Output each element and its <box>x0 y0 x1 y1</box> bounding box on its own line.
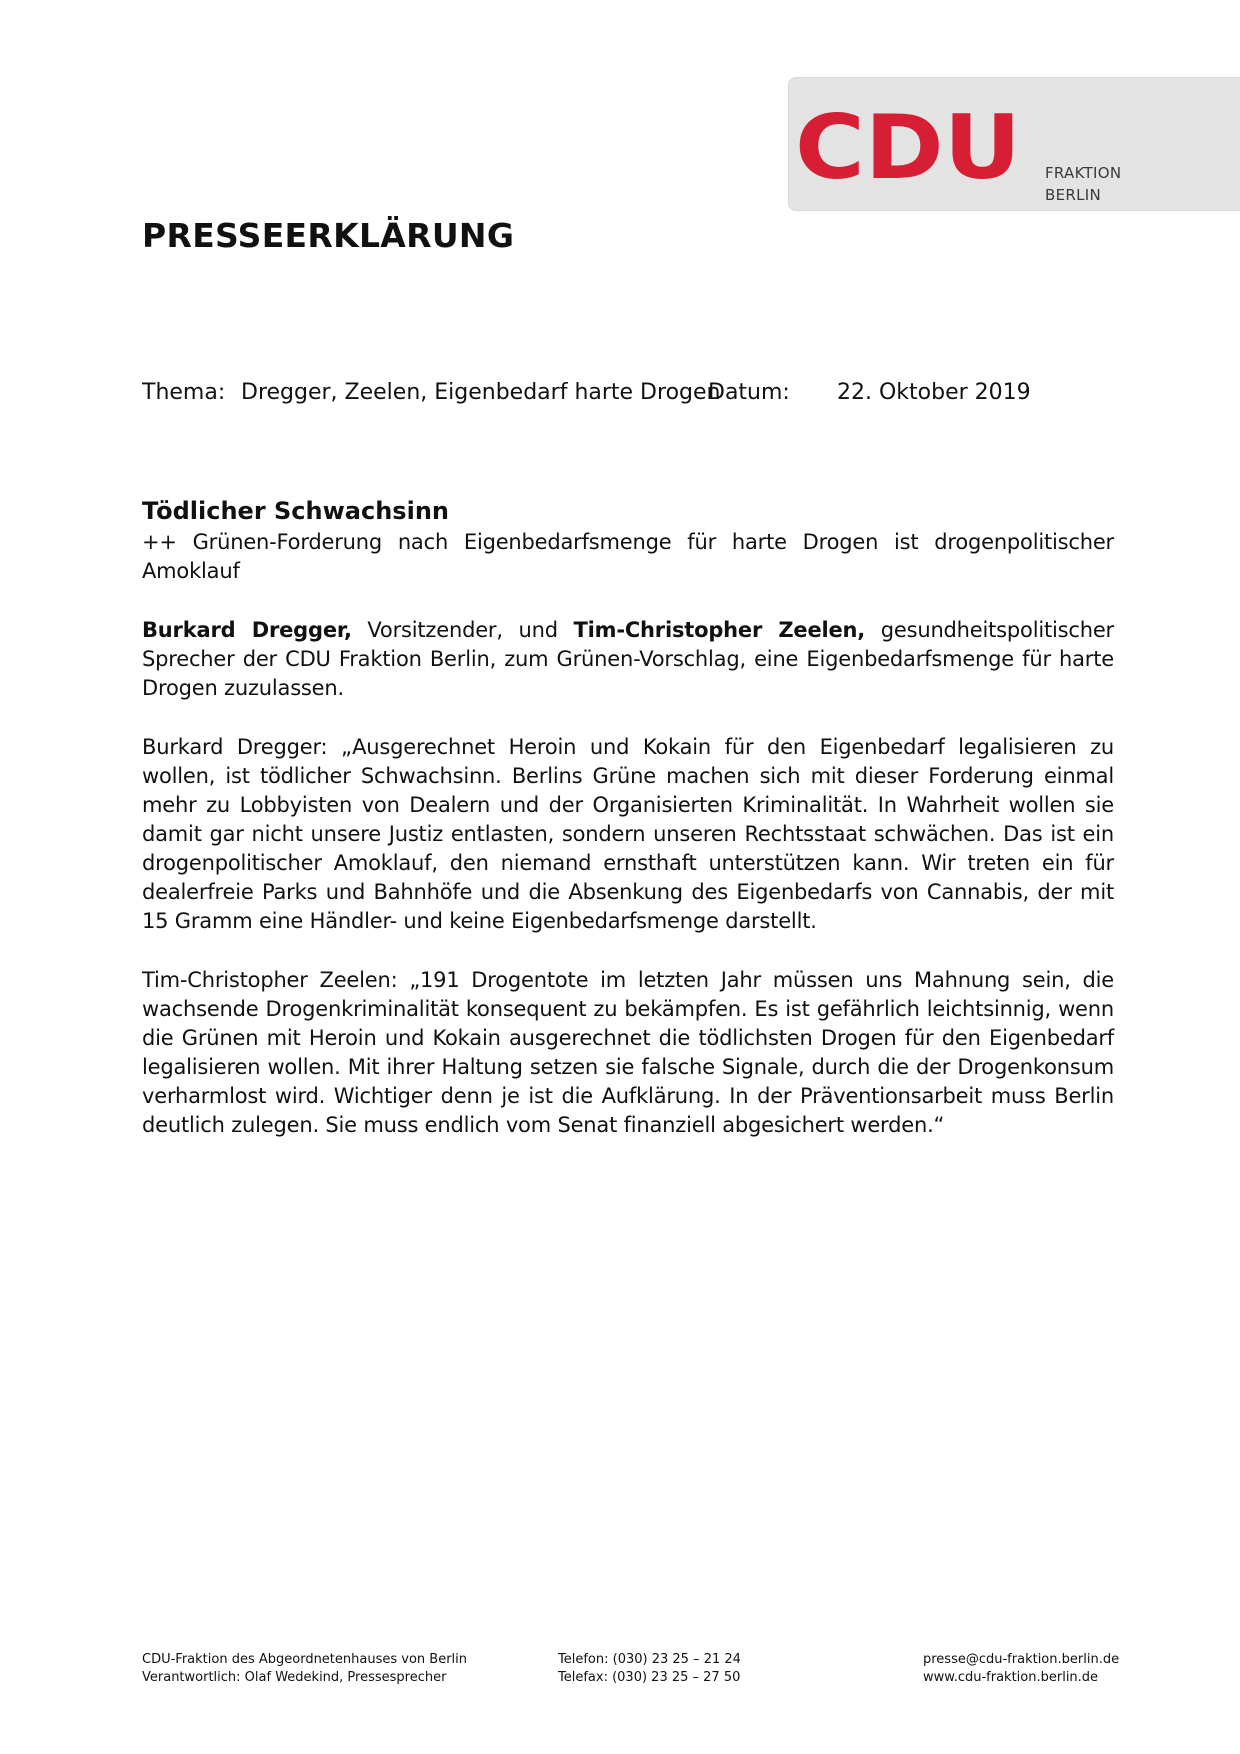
logo-fraktion: FRAKTION <box>1045 164 1122 182</box>
date-label: Datum: <box>708 380 790 405</box>
intro-paragraph <box>142 616 1114 703</box>
date-value: 22. Oktober 2019 <box>837 380 1031 405</box>
document-title: PRESSEERKLÄRUNG <box>142 216 515 255</box>
intro-role: Vorsitzender, und <box>351 618 574 642</box>
footer-contact-web <box>923 1651 1119 1687</box>
speaker-name-zeelen: Tim-Christopher Zeelen, <box>573 618 866 642</box>
speaker-name-dregger: Burkard Dregger, <box>142 618 352 642</box>
quote-dregger: Burkard Dregger: „Ausgerechnet Heroin und Kokain für den Eigenbedarf legalisieren zu wollen, ist tödlicher Schwachsinn. Berlins Grüne machen sich mit dieser Forderung einmal mehr zu Lobbyisten von Dealern und der Organisierten Kriminalität. In Wahrheit wollen sie damit gar nicht unsere Justiz entlasten, sondern unseren Rechtsstaat schwächen. Das ist ein drogenpolitischer Amoklauf, den niemand ernsthaft unterstützen kann. Wir treten ein für dealerfreie Parks und Bahnhöfe und die Absenkung des Eigenbedarfs von Cannabis, der mit 15 Gramm eine Händler- und keine Eigenbedarfsmenge darstellt. <box>142 735 1114 933</box>
topic-label: Thema: <box>142 380 226 405</box>
footer-email-link[interactable]: presse@cdu-fraktion.berlin.de <box>923 1652 1120 1667</box>
footer-org-name: CDU-Fraktion des Abgeordnetenhauses von Berlin <box>142 1652 468 1667</box>
quote-zeelen: Tim-Christopher Zeelen: „191 Drogentote im letzten Jahr müssen uns Mahnung sein, die wachsende Drogenkriminalität konsequent zu bekämpfen. Es ist gefährlich leichtsinnig, wenn die Grünen mit Heroin und Kokain ausgerechnet die tödlichsten Drogen für den Eigenbedarf legalisieren wollen. Mit ihrer Haltung setzen sie falsche Signale, durch die der Drogenkonsum verharmlost wird. Wichtiger denn je ist die Aufklärung. In der Präventionsarbeit muss Berlin deutlich zulegen. Sie muss endlich vom Senat finanziell abgesichert werden.“ <box>142 968 1114 1137</box>
subheadline: ++ Grünen-Forderung nach Eigenbedarfsmenge für harte Drogen ist drogenpolitischer Amoklauf <box>142 530 1114 583</box>
footer-phone: Telefon: (030) 23 25 – 21 24 <box>558 1652 741 1667</box>
press-release-body <box>142 494 1114 1140</box>
footer-organization <box>142 1651 467 1687</box>
headline: Tödlicher Schwachsinn <box>142 497 449 525</box>
footer-contact-phone <box>558 1651 741 1687</box>
footer-fax: Telefax: (030) 23 25 – 27 50 <box>558 1670 741 1685</box>
topic-value: Dregger, Zeelen, Eigenbedarf harte Drogen <box>241 380 721 405</box>
footer-responsible: Verantwortlich: Olaf Wedekind, Pressesprecher <box>142 1670 447 1685</box>
cdu-wordmark-text: CDU <box>795 96 1021 199</box>
intro-rest: gesundheitspolitischer Sprecher der CDU Fraktion Berlin, zum Grünen-Vorschlag, eine Eigenbedarfsmenge für harte Drogen zuzulassen. <box>142 618 1114 700</box>
cdu-logo <box>788 77 1240 211</box>
footer-website-link[interactable]: www.cdu-fraktion.berlin.de <box>923 1670 1099 1685</box>
logo-berlin: BERLIN <box>1045 186 1101 204</box>
